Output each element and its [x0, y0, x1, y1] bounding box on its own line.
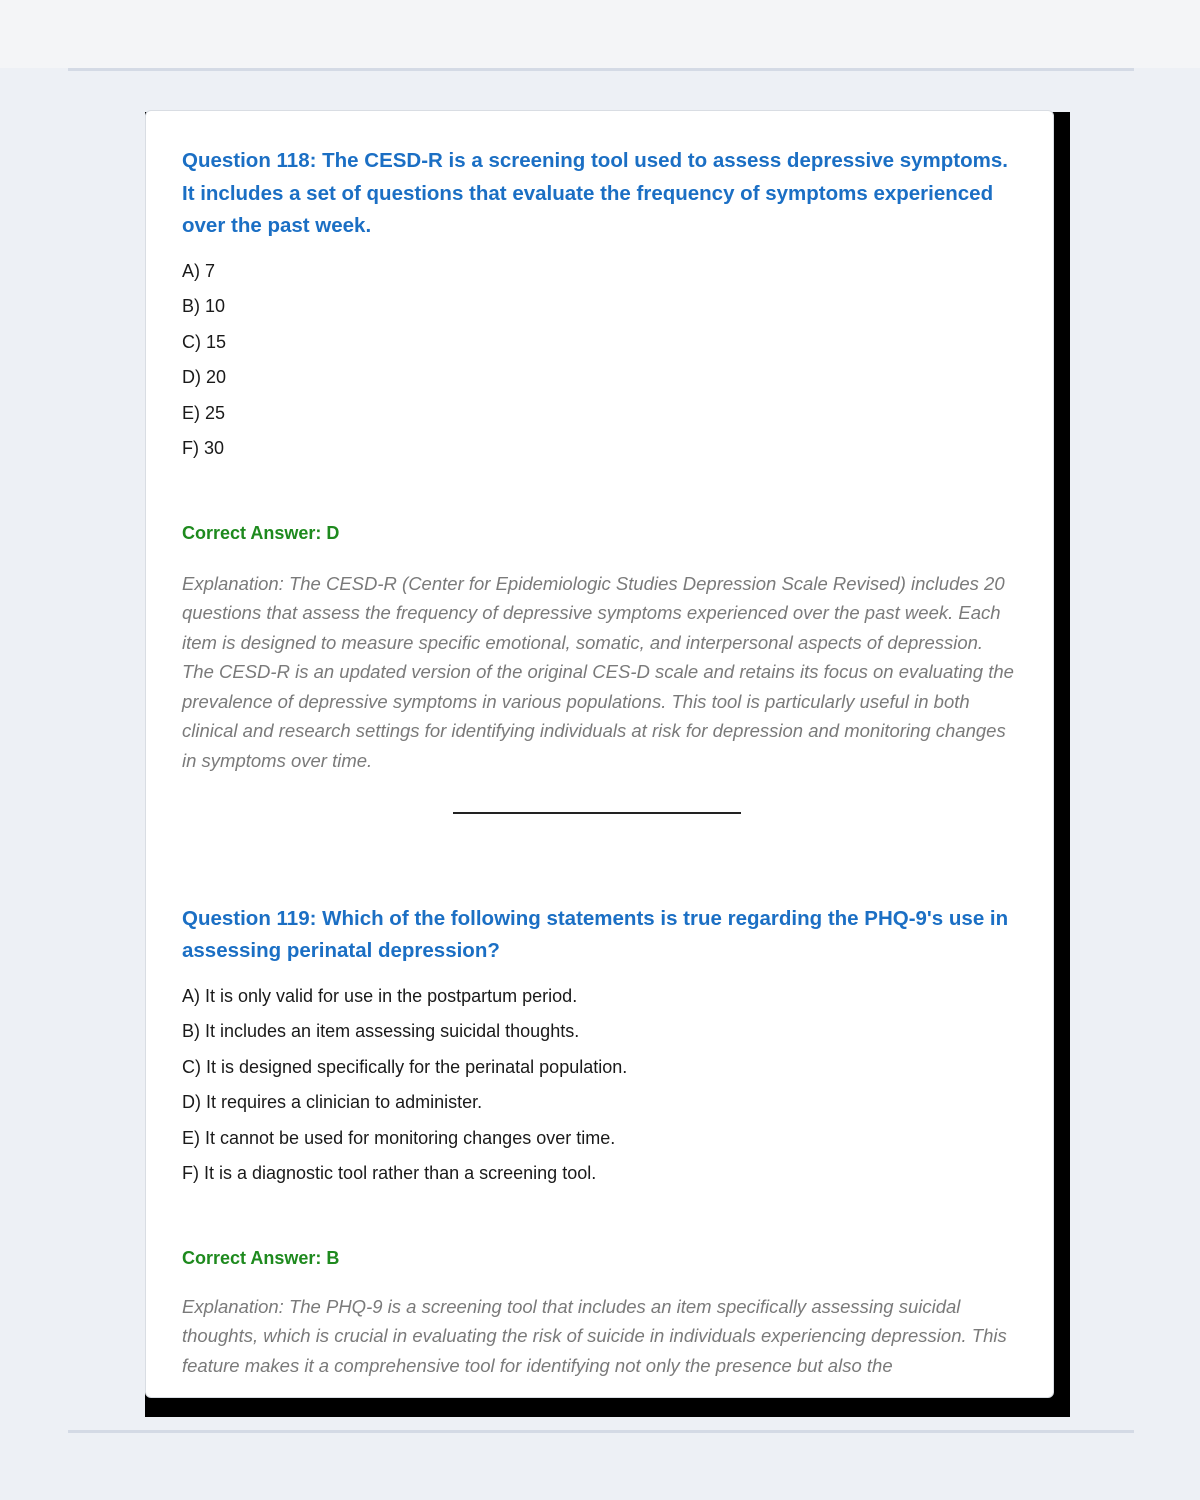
option-a: A) It is only valid for use in the postpartum period. [182, 985, 578, 1006]
option-a: A) 7 [182, 260, 216, 281]
option-d: D) It requires a clinician to administer. [182, 1092, 483, 1112]
option-b: B) It includes an item assessing suicidal thoughts. [182, 1021, 580, 1041]
option-c: C) It is designed specifically for the perinatal population. [182, 1056, 628, 1077]
section-separator [453, 812, 741, 814]
option-e: E) 25 [182, 402, 226, 423]
question-title: Question 119: Which of the following statements is true regarding the PHQ-9's use in assessing perinatal depression? [182, 906, 1009, 962]
option-e: E) It cannot be used for monitoring changes over time. [182, 1127, 616, 1148]
option-f: F) It is a diagnostic tool rather than a screening tool. [182, 1163, 597, 1183]
document-page [145, 110, 1054, 1398]
answer-options [182, 254, 1017, 467]
bottom-divider [68, 1430, 1134, 1433]
answer-options [182, 979, 1017, 1192]
option-b: B) 10 [182, 296, 226, 316]
explanation-text: Explanation: The PHQ-9 is a screening tool that includes an item specifically assessing suicidal thoughts, which is crucial in evaluating the risk of suicide in individuals experiencing depression. This feature makes it a comprehensive tool for identifying not only the presence but also the [182, 1295, 1007, 1376]
correct-answer: Correct Answer: B [182, 1247, 340, 1268]
question-block-119 [182, 903, 1017, 1381]
option-c: C) 15 [182, 331, 227, 352]
option-f: F) 30 [182, 438, 225, 458]
correct-answer: Correct Answer: D [182, 522, 340, 543]
question-block-118 [182, 145, 1017, 775]
top-divider [68, 68, 1134, 71]
top-bar [0, 0, 1200, 68]
explanation-text: Explanation: The CESD-R (Center for Epidemiologic Studies Depression Scale Revised) includes 20 questions that assess the frequency of depressive symptoms experienced over the past week. Each item is designed to measure specific emotional, somatic, and interpersonal aspects of depression. The CESD-R is an updated version of the original CES-D scale and retains its focus on evaluating the prevalence of depressive symptoms in various populations. This tool is particularly useful in both clinical and research settings for identifying individuals at risk for depression and monitoring changes in symptoms over time. [182, 572, 1014, 771]
option-d: D) 20 [182, 367, 227, 387]
question-title: Question 118: The CESD-R is a screening tool used to assess depressive symptoms. It includes a set of questions that evaluate the frequency of symptoms experienced over the past week. [182, 149, 1008, 237]
